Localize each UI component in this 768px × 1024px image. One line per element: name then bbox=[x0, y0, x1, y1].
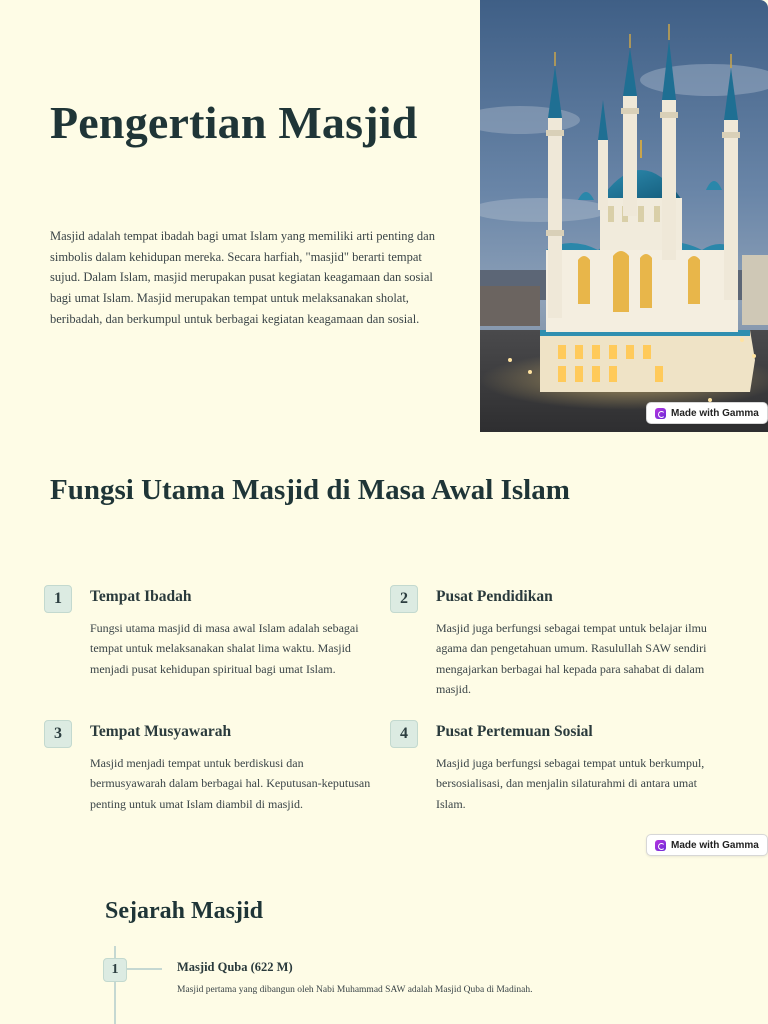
card-title: Pusat Pendidikan bbox=[436, 588, 553, 605]
timeline-connector bbox=[126, 968, 162, 970]
made-with-gamma-badge[interactable] bbox=[646, 402, 768, 424]
number-badge: 3 bbox=[44, 720, 72, 748]
page-title: Pengertian Masjid bbox=[50, 97, 418, 148]
timeline-item-body: Masjid pertama yang dibangun oleh Nabi Muhammad SAW adalah Masjid Quba di Madinah. bbox=[177, 985, 533, 995]
gamma-logo-icon bbox=[655, 840, 666, 851]
card-title: Tempat Musyawarah bbox=[90, 723, 232, 740]
number-badge: 4 bbox=[390, 720, 418, 748]
badge-label: Made with Gamma bbox=[671, 407, 759, 419]
made-with-gamma-badge[interactable] bbox=[646, 834, 768, 856]
card-title: Pusat Pertemuan Sosial bbox=[436, 723, 593, 740]
number-badge: 1 bbox=[44, 585, 72, 613]
card-title: Tempat Ibadah bbox=[90, 588, 192, 605]
timeline-number-badge: 1 bbox=[103, 958, 127, 982]
slide-pengertian-masjid bbox=[0, 0, 768, 432]
gamma-logo-icon bbox=[655, 408, 666, 419]
card-body: Masjid juga berfungsi sebagai tempat untuk belajar ilmu agama dan pengetahuan umum. Rasulullah SAW sendiri mengajarkan berbagai hal kepada para sahabat di dalam masjid. bbox=[436, 621, 707, 696]
card-body: Masjid juga berfungsi sebagai tempat untuk berkumpul, bersosialisasi, dan menjalin silaturahmi di antara umat Islam. bbox=[436, 756, 705, 811]
card-body: Masjid menjadi tempat untuk berdiskusi dan bermusyawarah dalam berbagai hal. Keputusan-keputusan penting untuk umat Islam diambil di masjid. bbox=[90, 756, 371, 811]
section-title-sejarah: Sejarah Masjid bbox=[105, 898, 263, 924]
timeline-item-title: Masjid Quba (622 M) bbox=[177, 960, 293, 974]
mosque-photo bbox=[480, 0, 768, 432]
section-title-fungsi: Fungsi Utama Masjid di Masa Awal Islam bbox=[50, 474, 570, 506]
number-badge: 2 bbox=[390, 585, 418, 613]
card-body: Fungsi utama masjid di masa awal Islam adalah sebagai tempat untuk melaksanakan shalat lima waktu. Masjid menjadi pusat kehidupan spiritual bagi umat Islam. bbox=[90, 621, 359, 676]
badge-label: Made with Gamma bbox=[671, 839, 759, 851]
intro-paragraph: Masjid adalah tempat ibadah bagi umat Islam yang memiliki arti penting dan simbolis dalam kehidupan mereka. Secara harfiah, "masjid" berarti tempat sujud. Dalam Islam, masjid merupakan pusat kegiatan keagamaan dan sosial bagi umat Islam. Masjid merupakan tempat untuk melaksanakan sholat, beribadah, dan berkumpul untuk berbagai kegiatan keagamaan dan sosial. bbox=[50, 229, 435, 326]
